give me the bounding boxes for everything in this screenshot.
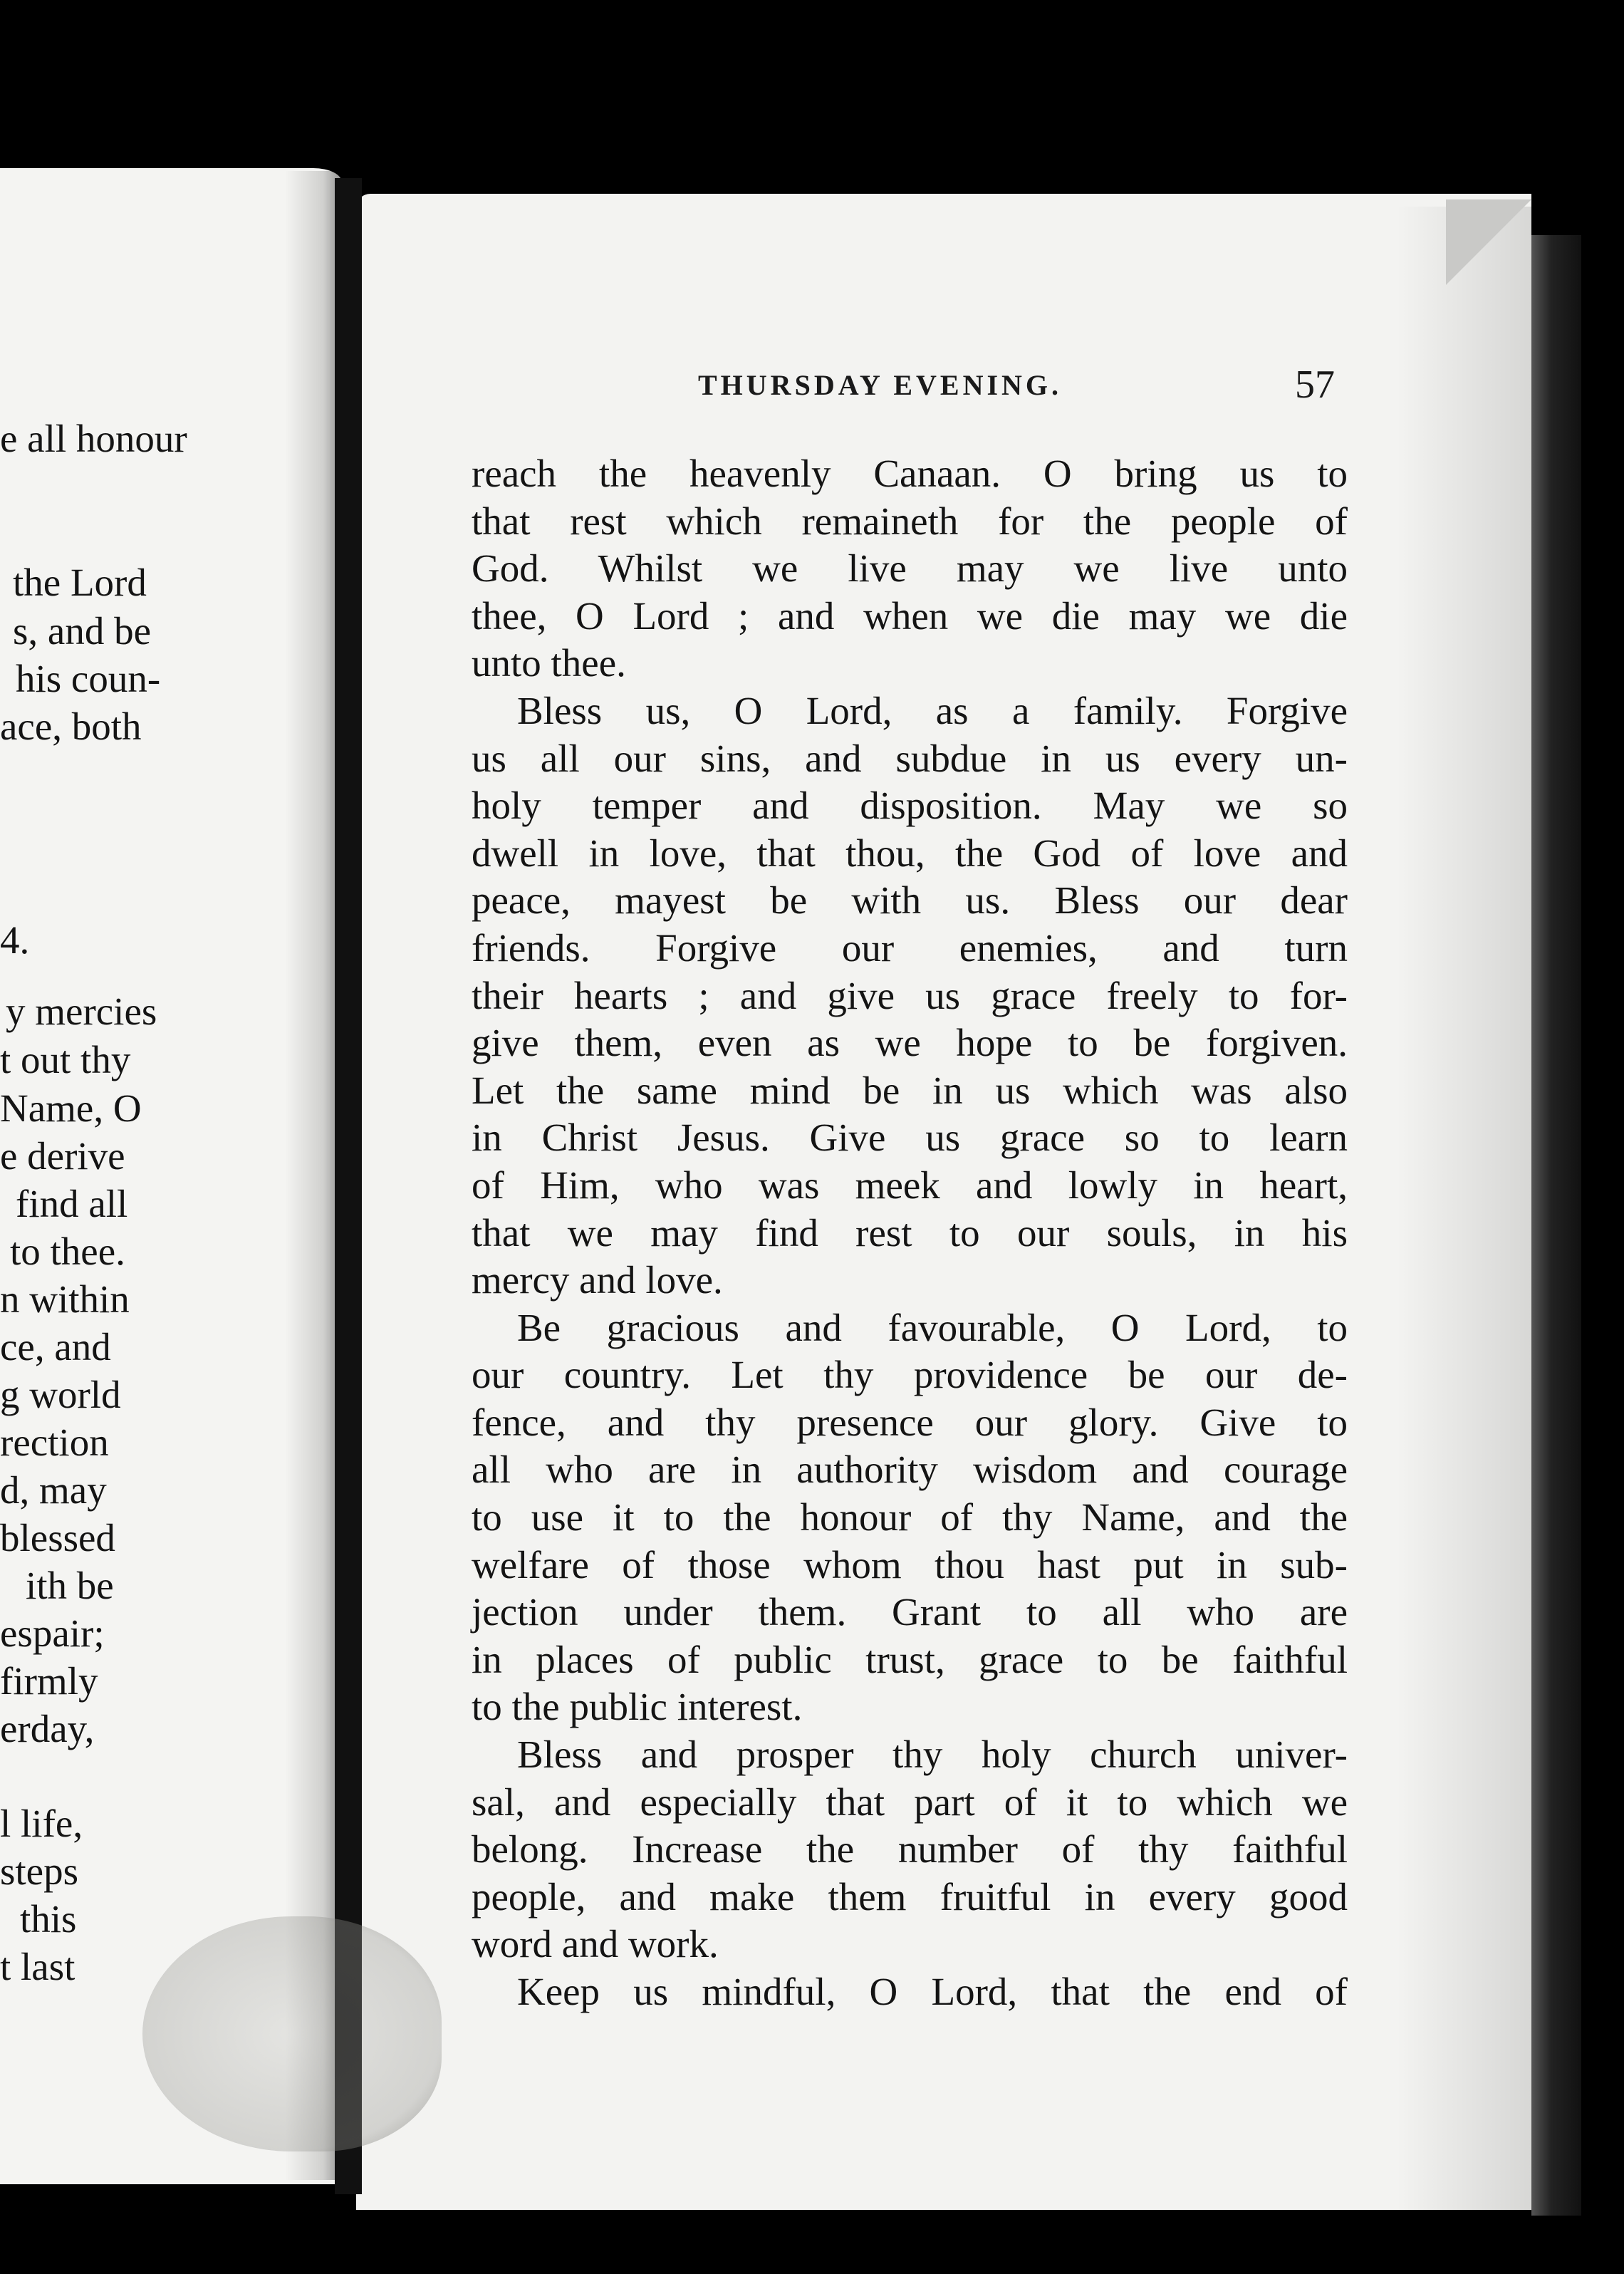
left-page-line: espair; (0, 1611, 105, 1655)
left-page-line: n within (0, 1277, 130, 1321)
text-line: friends. Forgive our enemies, and turn (472, 925, 1348, 970)
text-line: that rest which remaineth for the people of (472, 499, 1348, 543)
left-page-line: ce, and (0, 1325, 111, 1369)
text-line: our country. Let thy providence be our de- (472, 1353, 1348, 1397)
text-line: in places of public trust, grace to be faithful (472, 1637, 1348, 1681)
left-page-line: his coun- (16, 657, 161, 700)
left-page-line: find all (16, 1182, 128, 1225)
text-line: welfare of those whom thou hast put in sub- (472, 1542, 1348, 1587)
left-page-line: 4. (0, 918, 30, 962)
left-page-line: d, may (0, 1468, 107, 1512)
text-line: holy temper and disposition. May we so (472, 784, 1348, 828)
page-body-text (472, 450, 1348, 2016)
text-line: all who are in authority wisdom and courage (472, 1448, 1348, 1492)
text-line: give them, even as we hope to be forgiven. (472, 1021, 1348, 1065)
text-line: us all our sins, and subdue in us every un- (472, 736, 1348, 780)
left-page-line: ace, both (0, 705, 142, 748)
text-line: dwell in love, that thou, the God of love and (472, 831, 1348, 875)
text-line: peace, mayest be with us. Bless our dear (472, 878, 1348, 923)
text-line: thee, O Lord ; and when we die may we die (472, 593, 1348, 638)
text-line: to use it to the honour of thy Name, and the (472, 1495, 1348, 1540)
text-line: their hearts ; and give us grace freely to for- (472, 973, 1348, 1017)
text-line: unto thee. (472, 641, 626, 685)
text-line: people, and make them fruitful in every good (472, 1874, 1348, 1919)
left-page-line: erday, (0, 1707, 95, 1750)
running-head: THURSDAY EVENING. (698, 369, 1063, 401)
paragraph-start-line: Bless and prosper thy holy church univer- (517, 1733, 1348, 1777)
text-line: that we may find rest to our souls, in his (472, 1210, 1348, 1255)
left-page-line: steps (0, 1849, 78, 1893)
left-page-line: the Lord (13, 561, 147, 604)
left-page-line: e all honour (0, 417, 187, 460)
text-line: sal, and especially that part of it to which we (472, 1780, 1348, 1824)
page-edge-shade (1396, 207, 1539, 2216)
left-page-line: y mercies (6, 990, 157, 1033)
text-line: mercy and love. (472, 1258, 723, 1302)
text-line: of Him, who was meek and lowly in heart, (472, 1163, 1348, 1207)
left-page-line: l life, (0, 1802, 83, 1845)
folded-corner (1446, 199, 1531, 285)
water-stain (142, 1916, 442, 2151)
text-line: God. Whilst we live may we live unto (472, 546, 1348, 591)
left-page-line: ith be (26, 1564, 114, 1607)
left-page-line: Name, O (0, 1086, 142, 1130)
text-line: Let the same mind be in us which was also (472, 1068, 1348, 1112)
left-page-line: t out thy (0, 1038, 131, 1081)
left-page-line: e derive (0, 1134, 125, 1178)
left-page-line: blessed (0, 1516, 115, 1559)
left-page-line: rection (0, 1421, 109, 1464)
paragraph-start-line: Keep us mindful, O Lord, that the end of (517, 1970, 1348, 2013)
left-page-line: g world (0, 1373, 121, 1416)
left-page-line: firmly (0, 1659, 98, 1703)
text-line: fence, and thy presence our glory. Give to (472, 1400, 1348, 1444)
page-number: 57 (1295, 363, 1335, 407)
left-page-line: to thee. (10, 1230, 125, 1273)
text-line: word and work. (472, 1922, 719, 1966)
left-page-line: this (20, 1897, 77, 1941)
text-line: in Christ Jesus. Give us grace so to learn (472, 1116, 1348, 1160)
text-line: to the public interest. (472, 1685, 803, 1729)
book-spine (335, 178, 362, 2194)
left-page-line: t last (0, 1945, 76, 1988)
book-cover-edge (1531, 235, 1581, 2216)
paragraph-start-line: Be gracious and favourable, O Lord, to (517, 1305, 1348, 1349)
text-line: reach the heavenly Canaan. O bring us to (472, 452, 1348, 495)
left-page-line: s, and be (13, 609, 151, 653)
text-line: belong. Increase the number of thy faithful (472, 1827, 1348, 1871)
paragraph-start-line: Bless us, O Lord, as a family. Forgive (517, 688, 1348, 732)
text-line: jection under them. Grant to all who are (472, 1590, 1348, 1634)
